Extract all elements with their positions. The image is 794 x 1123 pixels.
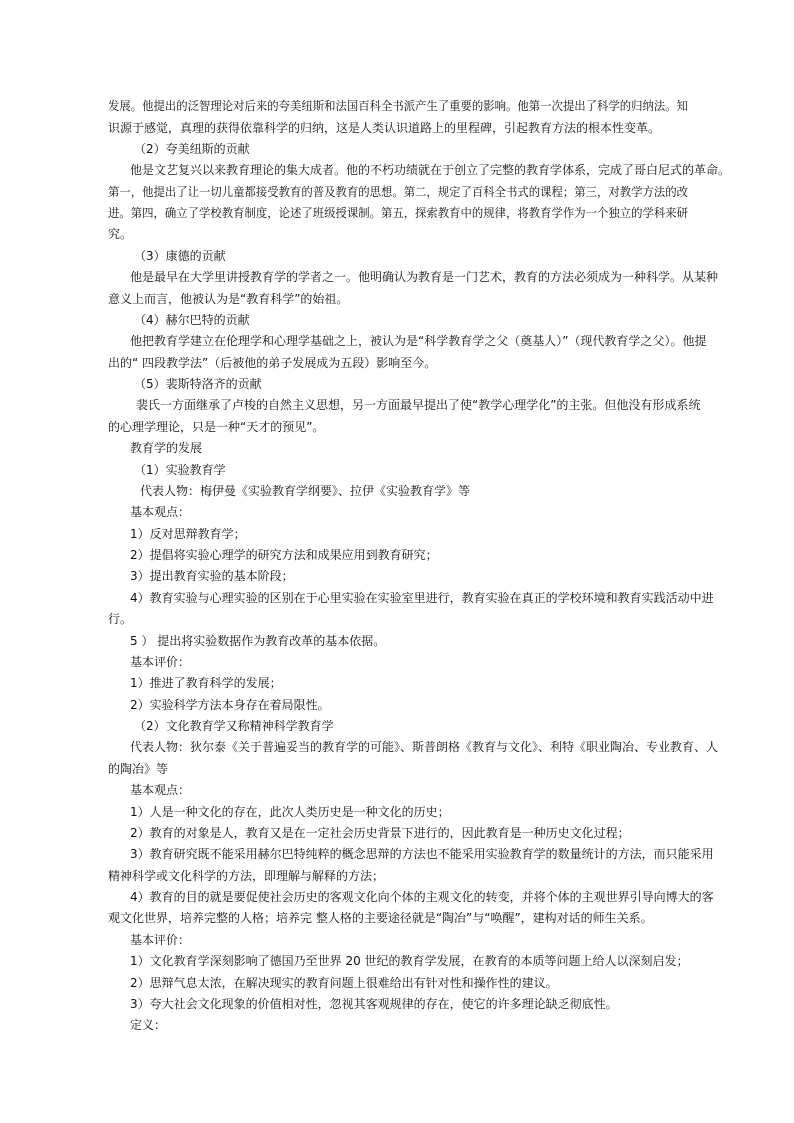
section-heading: （2）夸美纽斯的贡献 <box>134 142 250 156</box>
text-line: 究。 <box>108 227 133 241</box>
text-line: 的陶冶》等 <box>108 762 169 776</box>
list-item: 1）文化教育学深刻影响了德国乃至世界 20 世纪的教育学发展，在教育的本质等问题上给人以深刻启发； <box>130 954 689 968</box>
list-item: 2）实验科学方法本身存在着局限性。 <box>130 698 330 712</box>
text-line: 裴氏一方面继承了卢梭的自然主义思想，另一方面最早提出了使“教学心理学化”的主张。但他没有形成系统 <box>136 398 701 412</box>
text-line: 发展。他提出的泛智理论对后来的夸美纽斯和法国百科全书派产生了重要的影响。他第一次提出了科学的归纳法。知 <box>108 99 689 113</box>
section-heading: （5）裴斯特洛齐的贡献 <box>134 377 262 391</box>
text-line: 第一，他提出了让一切儿童都接受教育的普及教育的思想。第二，规定了百科全书式的课程；第三，对教学方法的改 <box>108 185 689 199</box>
text-line: 代表人物：梅伊曼《实验教育学纲要》、拉伊《实验教育学》等 <box>140 484 471 498</box>
section-heading: （1）实验教育学 <box>134 463 226 477</box>
text-line: 他把教育学建立在伦理学和心理学基础之上，被认为是“科学教育学之父（奠基人）”（现代教育学之父）。他提 <box>130 334 707 348</box>
text-line: 基本观点： <box>130 505 191 519</box>
text-line: 基本观点： <box>130 783 191 797</box>
section-heading: （3）康德的贡献 <box>134 249 226 263</box>
text-line: 基本评价： <box>130 655 191 669</box>
list-item: 3）提出教育实验的基本阶段； <box>130 569 294 583</box>
text-line: 他是文艺复兴以来教育理论的集大成者。他的不朽功绩就在于创立了完整的教育学体系，完成了哥白尼式的革命。 <box>130 163 731 177</box>
list-item: 2）教育的对象是人，教育又是在一定社会历史背景下进行的，因此教育是一种历史文化过程； <box>130 826 630 840</box>
list-item: 5 ） 提出将实验数据作为教育改革的基本依据。 <box>130 634 386 648</box>
section-heading: 教育学的发展 <box>130 441 203 455</box>
text-line: 观文化世界，培养完整的人格；培养完 整人格的主要途径就是“陶冶”与“唤醒”，建构对话的师生关系。 <box>108 911 653 925</box>
text-line: 他是最早在大学里讲授教育学的学者之一。他明确认为教育是一门艺术，教育的方法必须成为一种科学。从某种 <box>130 270 719 284</box>
text-line: 的心理学理论，只是一种“天才的预见”。 <box>108 420 325 434</box>
text-line: 意义上而言，他被认为是“教育科学”的始祖。 <box>108 292 349 306</box>
text-line: 代表人物：狄尔泰《关于普遍妥当的教育学的可能》、斯普朗格《教育与文化》、利特《职业陶冶、专业教育、人 <box>130 740 719 754</box>
list-item: 1）人是一种文化的存在，此次人类历史是一种文化的历史； <box>130 805 450 819</box>
section-heading: （4）赫尔巴特的贡献 <box>134 313 250 327</box>
list-item: 3）教育研究既不能采用赫尔巴特纯粹的概念思辩的方法也不能采用实验教育学的数量统计的方法，而只能采用 <box>130 847 714 861</box>
list-item: 1）推进了教育科学的发展； <box>130 676 282 690</box>
text-line: 进。第四，确立了学校教育制度，论述了班级授课制。第五，探索教育中的规律，将教育学作为一个独立的学科来研 <box>108 206 689 220</box>
text-line: 识源于感觉，真理的获得依靠科学的归纳，这是人类认识道路上的里程碑，引起教育方法的根本性变革。 <box>108 121 661 135</box>
text-line: 基本评价： <box>130 933 191 947</box>
text-line: 出的“ 四段教学法”（后被他的弟子发展成为五段）影响至今。 <box>108 356 437 370</box>
list-item: 1）反对思辩教育学； <box>130 527 246 541</box>
text-line: 行。 <box>108 612 133 626</box>
list-item: 2）思辩气息太浓，在解决现实的教育问题上很难给出有针对性和操作性的建议。 <box>130 976 558 990</box>
list-item: 2）提倡将实验心理学的研究方法和成果应用到教育研究； <box>130 548 438 562</box>
list-item: 4）教育的目的就是要促使社会历史的客观文化向个体的主观文化的转变，并将个体的主观世界引导向博大的客 <box>130 890 714 904</box>
text-line: 定义： <box>130 1018 167 1032</box>
section-heading: （2）文化教育学又称精神科学教育学 <box>134 719 334 733</box>
text-line: 精神科学或文化科学的方法，即理解与解释的方法； <box>108 869 385 883</box>
list-item: 3）夸大社会文化现象的价值相对性，忽视其客观规律的存在，使它的许多理论缺乏彻底性。 <box>130 997 618 1011</box>
list-item: 4）教育实验与心理实验的区别在于心里实验在实验室里进行，教育实验在真正的学校环境和教育实践活动中进 <box>130 591 714 605</box>
